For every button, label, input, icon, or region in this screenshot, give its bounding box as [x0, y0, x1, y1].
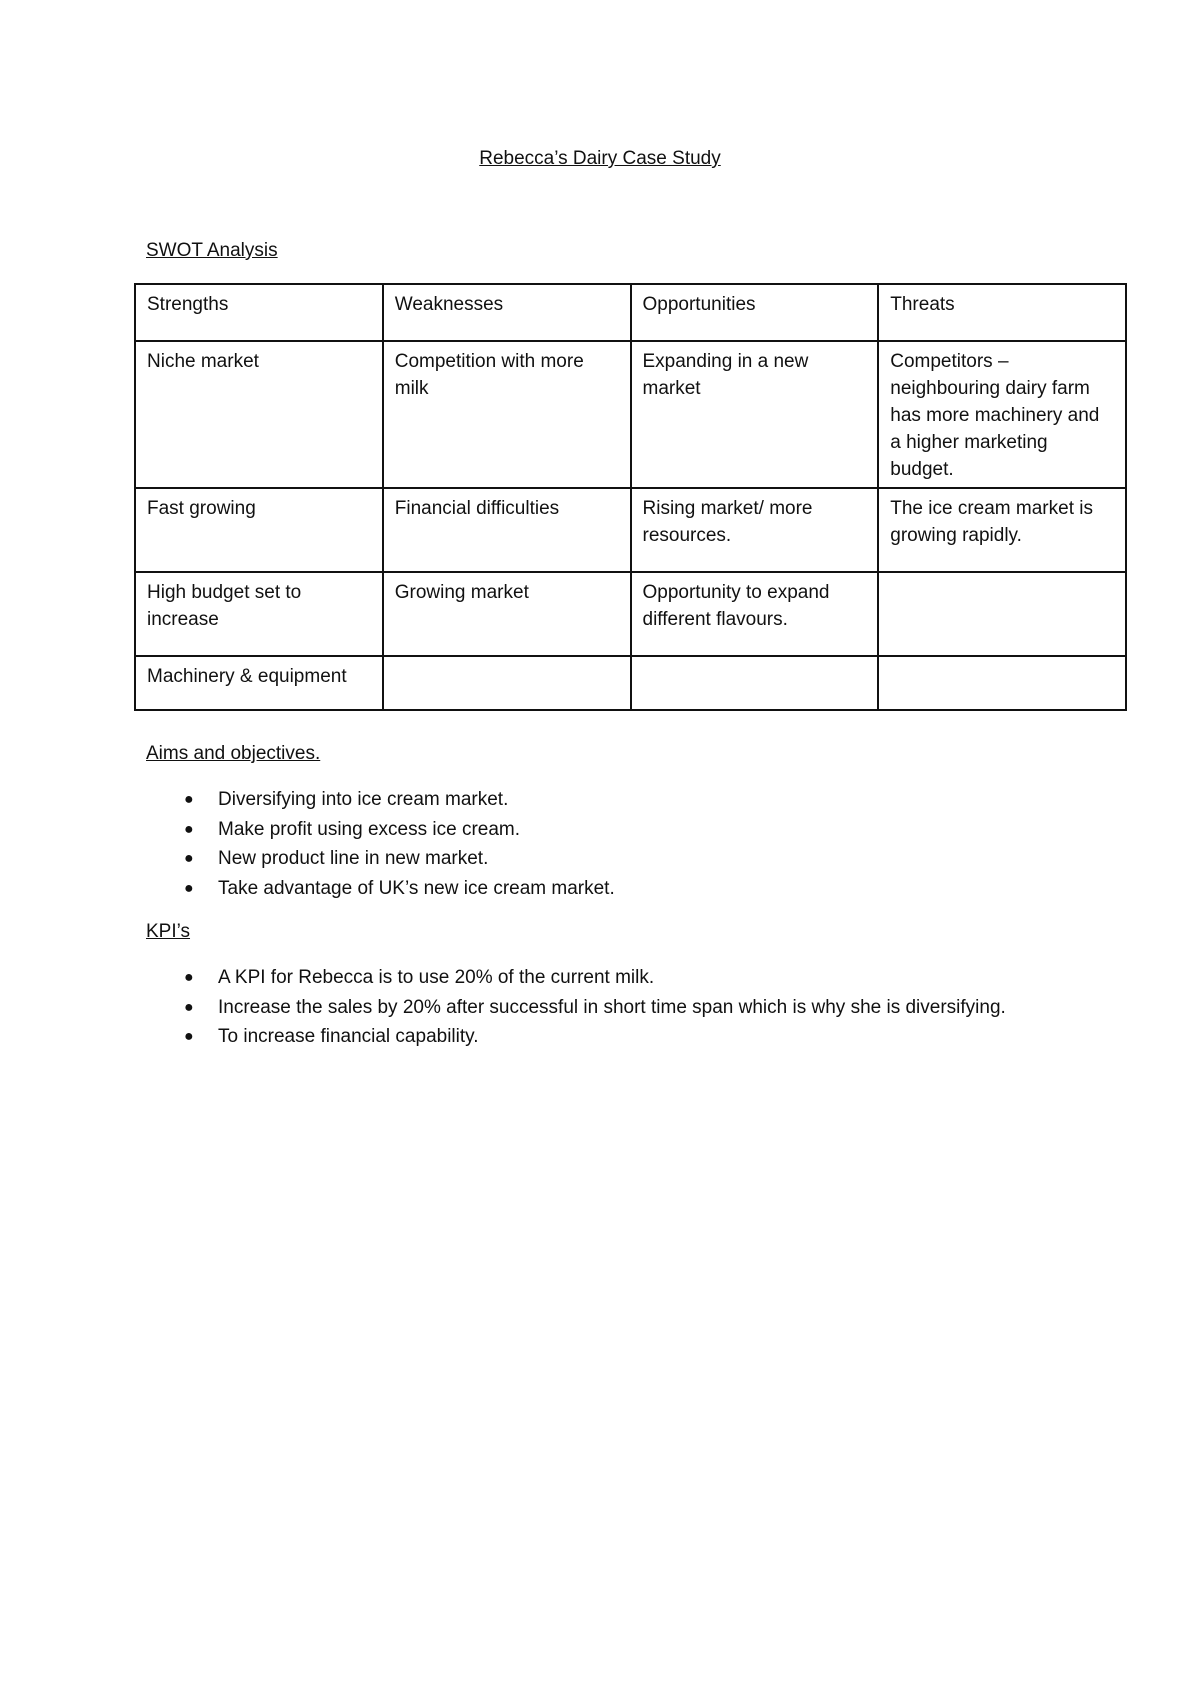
bullet-icon: ●: [184, 1028, 194, 1045]
list-item-text: A KPI for Rebecca is to use 20% of the current milk.: [218, 967, 655, 988]
list-item: [146, 815, 615, 845]
table-cell: The ice cream market is growing rapidly.: [878, 488, 1126, 572]
bullet-icon: ●: [184, 791, 194, 808]
table-cell: Expanding in a new market: [631, 341, 879, 488]
aims-heading: Aims and objectives.: [146, 743, 321, 764]
bullet-icon: ●: [184, 850, 194, 867]
table-cell: Opportunity to expand different flavours.: [631, 572, 879, 656]
table-row: [135, 656, 1126, 710]
list-item-text: New product line in new market.: [218, 848, 489, 869]
bullet-icon: ●: [184, 998, 194, 1016]
aims-list: [146, 785, 615, 903]
table-cell: Niche market: [135, 341, 383, 488]
swot-heading: SWOT Analysis: [146, 240, 278, 261]
bullet-icon: ●: [184, 969, 194, 986]
table-cell: Competitors – neighbouring dairy farm has more machinery and a higher marketing budget.: [878, 341, 1126, 488]
table-row: [135, 488, 1126, 572]
page-title: Rebecca’s Dairy Case Study: [479, 148, 721, 169]
list-item: [146, 874, 615, 904]
list-item-text: Increase the sales by 20% after successful in short time span which is why she is diversifying.: [218, 996, 1006, 1018]
list-item: [146, 785, 615, 815]
table-cell: High budget set to increase: [135, 572, 383, 656]
table-row: [135, 572, 1126, 656]
list-item-text: Diversifying into ice cream market.: [218, 789, 509, 810]
bullet-icon: ●: [184, 879, 194, 897]
column-header-weaknesses: Weaknesses: [383, 284, 631, 341]
table-cell: [383, 656, 631, 710]
list-item: [146, 963, 1006, 993]
table-cell: Fast growing: [135, 488, 383, 572]
table-cell: Financial difficulties: [383, 488, 631, 572]
swot-table: [134, 283, 1127, 711]
table-cell: [631, 656, 879, 710]
kpi-heading: KPI’s: [146, 921, 191, 942]
list-item: [146, 1022, 1006, 1052]
bullet-icon: ●: [184, 820, 194, 838]
list-item: [146, 844, 615, 874]
list-item-text: To increase financial capability.: [218, 1026, 479, 1047]
table-cell: Rising market/ more resources.: [631, 488, 879, 572]
table-row: [135, 341, 1126, 488]
table-cell: Growing market: [383, 572, 631, 656]
table-cell: [878, 656, 1126, 710]
kpi-list: [146, 963, 1006, 1052]
column-header-opportunities: Opportunities: [631, 284, 879, 341]
list-item-text: Make profit using excess ice cream.: [218, 818, 521, 840]
table-cell: Competition with more milk: [383, 341, 631, 488]
column-header-strengths: Strengths: [135, 284, 383, 341]
list-item-text: Take advantage of UK’s new ice cream market.: [218, 877, 615, 899]
swot-header-row: [135, 284, 1126, 341]
table-cell: Machinery & equipment: [135, 656, 383, 710]
column-header-threats: Threats: [878, 284, 1126, 341]
table-cell: [878, 572, 1126, 656]
list-item: [146, 993, 1006, 1023]
